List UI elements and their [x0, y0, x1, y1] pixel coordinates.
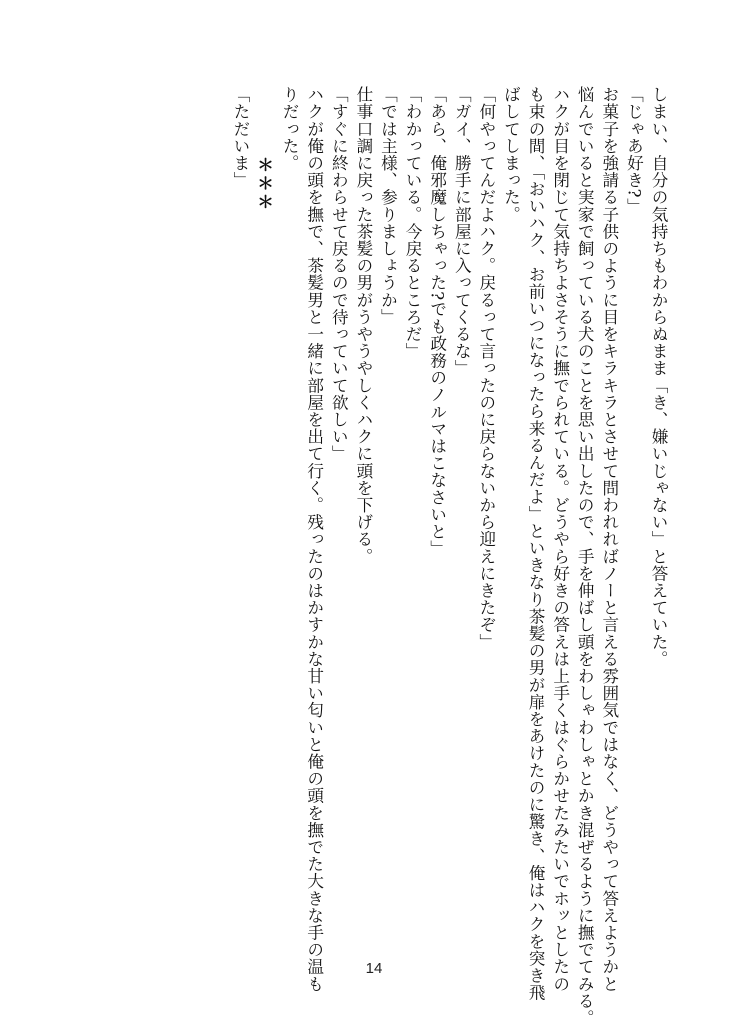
text-line: 「わかっている。今戻るところだ」 [403, 86, 423, 360]
text-line: も束の間、「おいハク、お前いつになったら来るんだよ」といきなり茶髪の男が扉をあけたのに驚き、俺はハクを突き飛 [526, 86, 546, 1002]
text-line: 仕事口調に戻った茶髪の男がうやうやしくハクに頭を下げる。 [353, 86, 373, 565]
text-line: しまい、自分の気持ちもわからぬまま「き、嫌いじゃない」と答えていた。 [649, 86, 668, 668]
text-line: 悩んでいると実家で飼っている犬のことを思い出したので、手を伸ばし頭をわしゃわしゃとかき混ぜるように撫でてみる。 [575, 86, 595, 1027]
page-number: 14 [365, 960, 383, 977]
section-separator: ＊＊＊ [254, 156, 275, 212]
text-line: ばしてしまった。 [501, 86, 521, 223]
text-line: 「すぐに終わらせて戻るので待っていて欲しい」 [329, 86, 349, 463]
text-line: ハクが目を閉じて気持ちよさそうに撫でられている。どうやら好きの答えは上手くはぐらかせたみたいでホッとしたの [550, 86, 570, 993]
text-line: 「あら、俺邪魔しちゃった?でも政務のノルマはこなさいと」 [427, 86, 447, 558]
text-line: 「ガイ、勝手に部屋に入ってくるな」 [452, 86, 472, 377]
text-line: お菓子を強請る子供のように目をキラキラとさせて問われればノーと言える雰囲気ではなく、どうやって答えようかと [599, 86, 619, 993]
text-line: 「じゃあ好き?」 [624, 86, 644, 216]
text-line: ハクが俺の頭を撫で、茶髪男と一緒に部屋を出て行く。残ったのはかすかな甘い匂いと俺の頭を撫でた大きな手の温も [304, 86, 324, 993]
text-line: 「では主様、参りましょうか」 [378, 86, 398, 326]
text-line: りだった。 [280, 86, 300, 172]
text-line: 「ただいま」 [230, 86, 250, 189]
text-line: 「何やってんだよハク。戻るって言ったのに戻らないから迎えにきたぞ」 [476, 86, 496, 651]
